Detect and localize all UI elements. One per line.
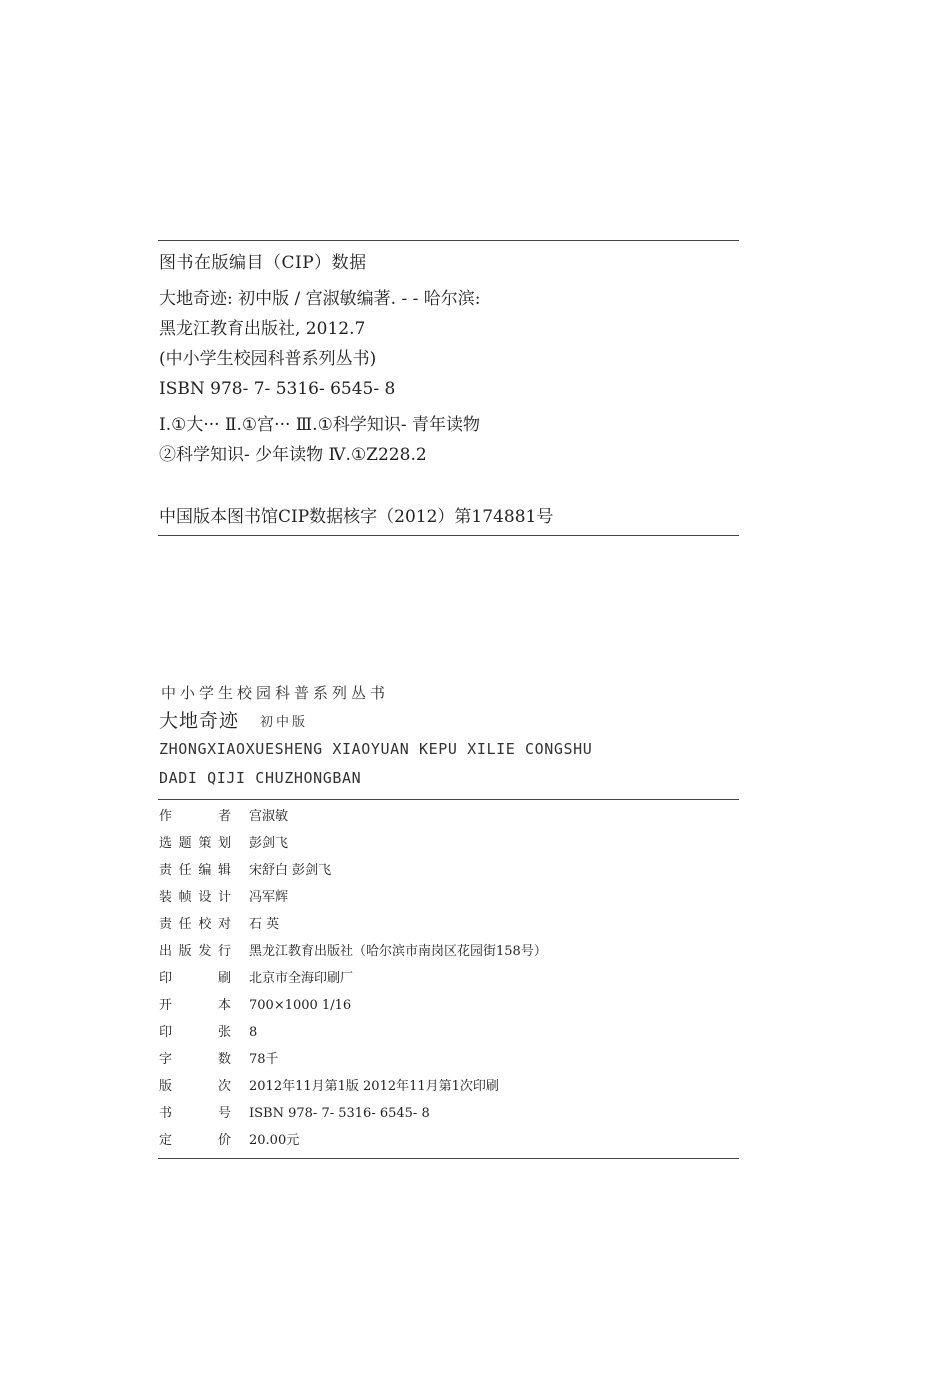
detail-label: 字数 [159,1052,231,1067]
detail-row-planning [159,832,547,859]
cip-bottom-rule [158,535,739,536]
detail-value: 20.00元 [249,1133,300,1148]
publication-details [159,805,547,1156]
detail-row-publisher [159,940,547,967]
cip-classification [159,413,480,473]
detail-value: 石 英 [249,917,280,932]
book-title: 大地奇迹 [159,710,240,732]
detail-value: 8 [249,1025,258,1040]
detail-value: 冯军辉 [249,890,289,905]
detail-label: 印刷 [159,971,231,986]
detail-value: 宫淑敏 [249,809,289,824]
detail-row-price [159,1129,547,1156]
cip-heading: 图书在版编目（CIP）数据 [159,253,367,273]
series-pinyin: ZHONGXIAOXUESHENG XIAOYUAN KEPU XILIE CONGSHU [159,740,593,758]
detail-value: 彭剑飞 [249,836,289,851]
detail-value: 宋舒白 彭剑飞 [249,863,332,878]
details-top-rule [158,799,739,800]
series-title: 中小学生校园科普系列丛书 [161,684,390,702]
detail-label: 印张 [159,1025,231,1040]
title-pinyin: DADI QIJI CHUZHONGBAN [159,769,362,787]
detail-label: 出版发行 [159,944,231,959]
cip-line-isbn: ISBN 978- 7- 5316- 6545- 8 [159,379,396,399]
detail-label: 书号 [159,1106,231,1121]
cip-record [159,287,481,407]
detail-row-sheets [159,1021,547,1048]
top-rule [158,240,739,241]
detail-value: 北京市全海印刷厂 [249,971,354,986]
detail-label: 作者 [159,809,231,824]
detail-label: 版次 [159,1079,231,1094]
details-bottom-rule [158,1158,739,1159]
detail-label: 责任校对 [159,917,231,932]
detail-value: 700×1000 1/16 [249,998,352,1013]
cip-line-series: (中小学生校园科普系列丛书) [159,349,377,369]
detail-row-editor [159,859,547,886]
book-edition: 初中版 [260,715,309,730]
detail-row-isbn [159,1102,547,1129]
detail-row-wordcount [159,1048,547,1075]
detail-label: 开本 [159,998,231,1013]
classification-line: Ⅰ.①大··· Ⅱ.①宫··· Ⅲ.①科学知识- 青年读物 [159,415,480,435]
detail-label: 选题策划 [159,836,231,851]
detail-row-design [159,886,547,913]
detail-row-format [159,994,547,1021]
classification-line: ②科学知识- 少年读物 Ⅳ.①Z228.2 [159,445,427,465]
cip-line-title: 大地奇迹: 初中版 / 宫淑敏编著. - - 哈尔滨: [159,289,481,309]
detail-value: ISBN 978- 7- 5316- 6545- 8 [249,1106,430,1121]
detail-value: 黑龙江教育出版社（哈尔滨市南岗区花园街158号） [249,944,547,959]
detail-row-proofreader [159,913,547,940]
detail-value: 2012年11月第1版 2012年11月第1次印刷 [249,1079,499,1094]
detail-row-printer [159,967,547,994]
cip-approval-number: 中国版本图书馆CIP数据核字（2012）第174881号 [159,507,554,527]
detail-label: 装帧设计 [159,890,231,905]
cip-line-publisher: 黑龙江教育出版社, 2012.7 [159,319,366,339]
detail-value: 78千 [249,1052,279,1067]
detail-row-author [159,805,547,832]
detail-label: 责任编辑 [159,863,231,878]
detail-label: 定价 [159,1133,231,1148]
detail-row-edition [159,1075,547,1102]
